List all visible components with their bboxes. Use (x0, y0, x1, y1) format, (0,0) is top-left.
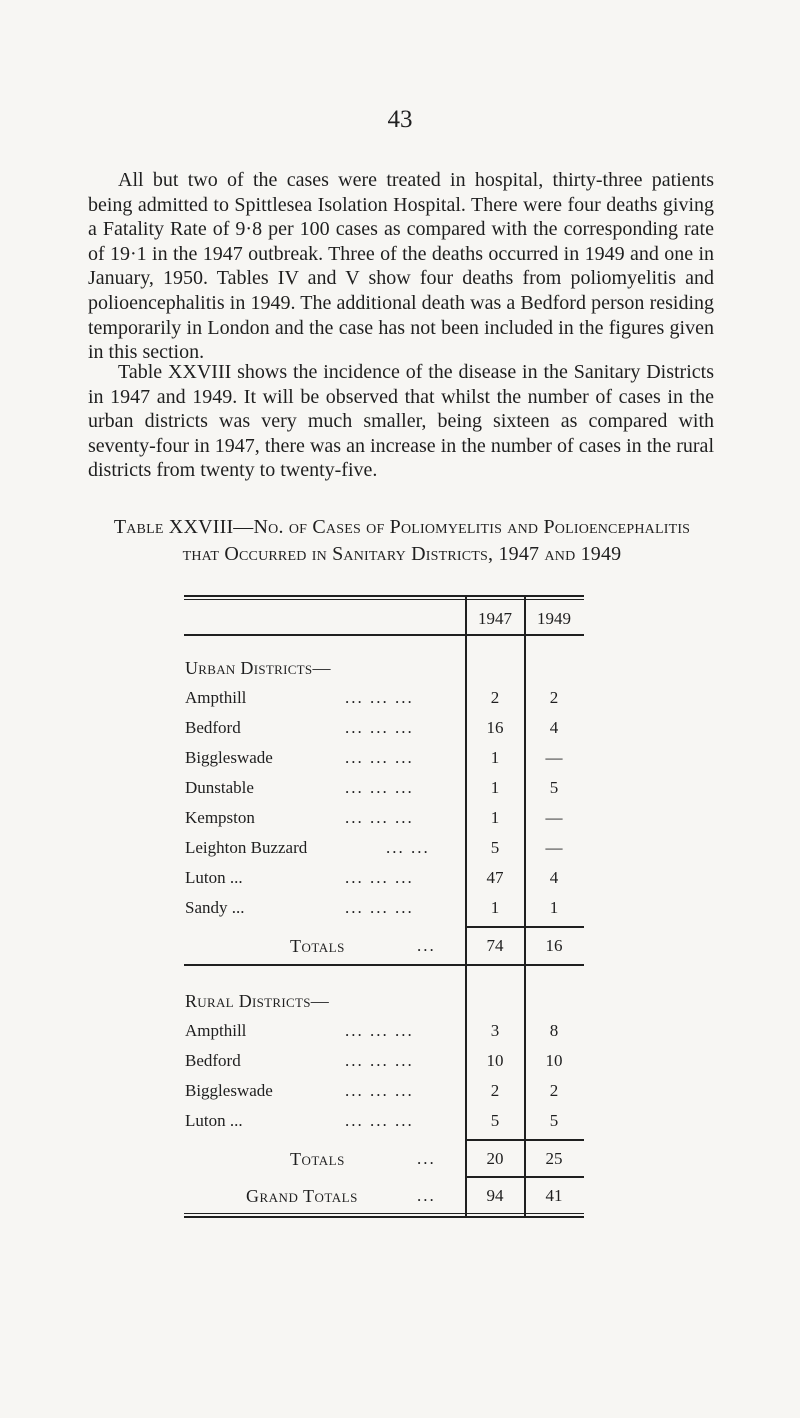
urban-total-1949: 16 (545, 936, 563, 955)
dot-leader: ... ... ... (345, 748, 414, 767)
dot-leader: ... ... ... (345, 1111, 414, 1130)
cases-1947: 1 (490, 808, 500, 827)
dot-leader: ... ... ... (345, 898, 414, 917)
cases-1949: 4 (549, 718, 559, 737)
cases-1947: 3 (490, 1021, 500, 1040)
district-name: Ampthill (185, 688, 247, 707)
dot-leader: ... ... ... (345, 1081, 414, 1100)
cases-1949: 4 (549, 868, 559, 887)
cases-1949: 2 (549, 1081, 559, 1100)
district-name: Sandy ... (185, 898, 245, 917)
paragraph-sanitary-districts: Table XXVIII shows the incidence of the disease in the Sanitary Districts in 1947 and 1949. It will be observed that whilst the number of cases in the urban districts was very much smaller, being sixteen as compared with seventy-four in 1947, there was an increase in the number of cases in the rural districts from twenty to twenty-five. (88, 361, 714, 482)
rural-districts-heading: Rural Districts— (185, 991, 330, 1011)
dot-leader: ... (417, 1149, 436, 1168)
dot-leader: ... ... ... (345, 1051, 414, 1070)
district-name: Biggleswade (185, 748, 273, 767)
column-divider-1949 (524, 597, 526, 1218)
cases-1949: — (545, 808, 563, 827)
rural-total-1949: 25 (545, 1149, 563, 1168)
district-name: Kempston (185, 808, 255, 827)
cases-1947: 2 (490, 688, 500, 707)
dot-leader: ... ... ... (345, 718, 414, 737)
table-bottom-rule (184, 1213, 584, 1214)
grand-total-1949: 41 (545, 1186, 563, 1205)
grand-totals-label: Grand Totals (246, 1186, 358, 1206)
urban-total-1947: 74 (486, 936, 504, 955)
cases-1949: — (545, 748, 563, 767)
paragraph-hospital-treatment: All but two of the cases were treated in hospital, thirty-three patients being admitted to Spittlesea Isolation Hospital. There were four deaths giving a Fatality Rate of 9·8 per 100 cases as compared with the corresponding rate of 19·1 in the 1947 outbreak. Three of the deaths occurred in 1949 and one in January, 1950. Tables IV and V show four deaths from poliomyelitis and polioencephalitis in 1949. The additional death was a Bedford person residing temporarily in London and the case has not been included in the figures given in this section. (88, 169, 714, 364)
cases-1947: 47 (486, 868, 504, 887)
page-number: 43 (387, 106, 413, 133)
urban-section-rule (184, 964, 584, 966)
rural-totals-rule (465, 1139, 584, 1141)
header-rule (184, 634, 584, 636)
cases-1947: 5 (490, 1111, 500, 1130)
rural-total-1947: 20 (486, 1149, 504, 1168)
table-bottom-rule-outer (184, 1216, 584, 1218)
district-name: Dunstable (185, 778, 254, 797)
grand-totals-rule (465, 1176, 584, 1178)
urban-totals-rule (465, 926, 584, 928)
dot-leader: ... ... ... (345, 1021, 414, 1040)
table-caption-line-1: Table XXVIII—No. of Cases of Poliomyelitis and Polioencephalitis (113, 516, 691, 538)
cases-1949: 5 (549, 1111, 559, 1130)
dot-leader: ... (417, 1186, 436, 1205)
column-divider-1947 (465, 597, 467, 1218)
district-name: Biggleswade (185, 1081, 273, 1100)
cases-1949: — (545, 838, 563, 857)
urban-totals-label: Totals (290, 936, 345, 956)
cases-1949: 10 (545, 1051, 563, 1070)
dot-leader: ... (417, 936, 436, 955)
cases-1947: 1 (490, 748, 500, 767)
district-name: Ampthill (185, 1021, 247, 1040)
column-header-1947: 1947 (478, 609, 512, 628)
cases-1947: 10 (486, 1051, 504, 1070)
district-name: Luton ... (185, 1111, 243, 1130)
district-name: Bedford (185, 1051, 241, 1070)
district-name: Luton ... (185, 868, 243, 887)
cases-1947: 5 (490, 838, 500, 857)
district-name: Bedford (185, 718, 241, 737)
dot-leader: ... ... ... (345, 688, 414, 707)
dot-leader: ... ... ... (345, 778, 414, 797)
dot-leader: ... ... (386, 838, 430, 857)
cases-1947: 2 (490, 1081, 500, 1100)
table-caption-line-2: that Occurred in Sanitary Districts, 1947 and 1949 (182, 543, 622, 565)
cases-1949: 1 (549, 898, 559, 917)
cases-1947: 16 (486, 718, 504, 737)
cases-1949: 2 (549, 688, 559, 707)
cases-1947: 1 (490, 898, 500, 917)
cases-1949: 8 (549, 1021, 559, 1040)
grand-total-1947: 94 (486, 1186, 504, 1205)
cases-1947: 1 (490, 778, 500, 797)
cases-1949: 5 (549, 778, 559, 797)
dot-leader: ... ... ... (345, 808, 414, 827)
rural-totals-label: Totals (290, 1149, 345, 1169)
urban-districts-heading: Urban Districts— (185, 658, 331, 678)
column-header-1949: 1949 (537, 609, 571, 628)
dot-leader: ... ... ... (345, 868, 414, 887)
district-name: Leighton Buzzard (185, 838, 308, 857)
